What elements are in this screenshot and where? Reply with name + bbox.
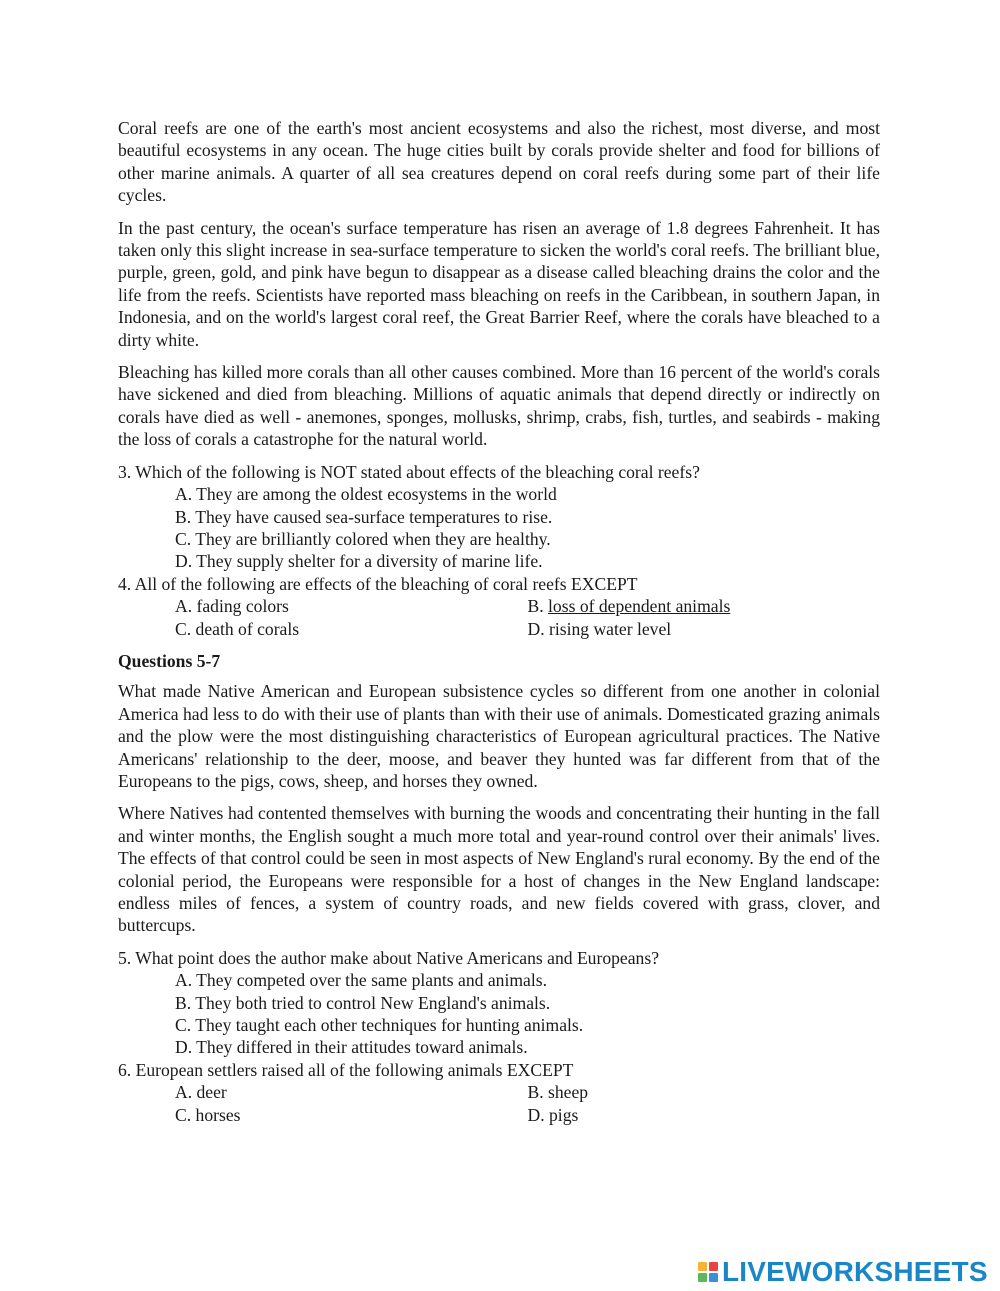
question-6-stem: 6. European settlers raised all of the following animals EXCEPT <box>118 1059 574 1080</box>
logo-square-1 <box>698 1262 707 1271</box>
question-3-option-d[interactable]: D. They supply shelter for a diversity of marine life. <box>175 551 543 572</box>
question-6-option-c[interactable]: C. horses <box>175 1104 241 1125</box>
section-heading: Questions 5-7 <box>118 650 221 671</box>
question-4-option-d[interactable]: D. rising water level <box>527 618 672 639</box>
question-3-stem: 3. Which of the following is NOT stated about effects of the bleaching coral reefs? <box>118 461 700 482</box>
worksheet-page <box>118 117 880 1126</box>
logo-square-3 <box>698 1273 707 1282</box>
question-6 <box>118 1059 880 1126</box>
liveworksheets-logo-icon <box>698 1262 718 1282</box>
question-3-option-a[interactable]: A. They are among the oldest ecosystems in the world <box>175 484 557 505</box>
liveworksheets-logo <box>698 1257 988 1287</box>
question-6-option-d[interactable]: D. pigs <box>527 1104 579 1125</box>
question-4 <box>118 573 880 640</box>
question-5-stem: 5. What point does the author make about Native Americans and Europeans? <box>118 947 660 968</box>
question-4-option-b-text: loss of dependent animals <box>548 596 731 617</box>
question-6-option-a[interactable]: A. deer <box>175 1082 227 1103</box>
logo-square-4 <box>709 1273 718 1282</box>
question-4-row-2 <box>175 618 880 640</box>
question-5-option-c[interactable]: C. They taught each other techniques for hunting animals. <box>175 1015 584 1036</box>
passage1-paragraph-2: In the past century, the ocean's surface temperature has risen an average of 1.8 degrees Fahrenheit. It has taken only this slight increase in sea-surface temperature to sicken the world's coral reefs. The brilliant blue, purple, green, gold, and pink have begun to disappear as a disease called bleaching drains the color and the life from the reefs. Scientists have reported mass bleaching on reefs in the Caribbean, in southern Japan, in Indonesia, and on the world's largest coral reef, the Great Barrier Reef, where the corals have bleached to a dirty white. <box>118 217 880 350</box>
question-4-option-c[interactable]: C. death of corals <box>175 618 300 639</box>
question-3-option-b[interactable]: B. They have caused sea-surface temperatures to rise. <box>175 506 553 527</box>
question-6-option-b[interactable]: B. sheep <box>527 1082 589 1103</box>
question-5-option-a[interactable]: A. They competed over the same plants and animals. <box>175 970 547 991</box>
question-3 <box>118 461 880 573</box>
logo-square-2 <box>709 1262 718 1271</box>
liveworksheets-logo-text: LIVEWORKSHEETS <box>722 1256 988 1287</box>
question-6-row-1 <box>175 1081 880 1103</box>
question-5-option-b[interactable]: B. They both tried to control New England's animals. <box>175 992 551 1013</box>
question-6-row-2 <box>175 1104 880 1126</box>
question-4-option-a[interactable]: A. fading colors <box>175 596 289 617</box>
question-5 <box>118 947 880 1059</box>
question-4-option-b-letter: B. <box>527 596 549 617</box>
question-4-stem: 4. All of the following are effects of the bleaching of coral reefs EXCEPT <box>118 573 638 594</box>
passage2-paragraph-2: Where Natives had contented themselves with burning the woods and concentrating their hunting in the fall and winter months, the English sought a much more total and year-round control over their animals' lives. The effects of that control could be seen in most aspects of New England's rural economy. By the end of the colonial period, the Europeans were responsible for a host of changes in the New England landscape: endless miles of fences, a system of country roads, and new fields covered with grass, clover, and buttercups. <box>118 803 880 936</box>
question-3-option-c[interactable]: C. They are brilliantly colored when they are healthy. <box>175 528 551 549</box>
passage1-paragraph-3: Bleaching has killed more corals than all other causes combined. More than 16 percent of the world's corals have sickened and died from bleaching. Millions of aquatic animals that depend directly or indirectly on corals have died as well - anemones, sponges, mollusks, shrimp, crabs, fish, turtles, and seabirds - making the loss of corals a catastrophe for the natural world. <box>118 362 880 450</box>
question-4-row-1 <box>175 595 880 617</box>
question-5-option-d[interactable]: D. They differed in their attitudes toward animals. <box>175 1037 528 1058</box>
question-4-option-b[interactable] <box>528 595 881 617</box>
passage1-paragraph-1: Coral reefs are one of the earth's most ancient ecosystems and also the richest, most diverse, and most beautiful ecosystems in any ocean. The huge cities built by corals provide shelter and food for billions of other marine animals. A quarter of all sea creatures depend on coral reefs during some part of their life cycles. <box>118 118 880 206</box>
passage2-paragraph-1: What made Native American and European subsistence cycles so different from one another in colonial America had less to do with their use of plants than with their use of animals. Domesticated grazing animals and the plow were the most distinguishing characteristics of European agricultural practices. The Native Americans' relationship to the deer, moose, and beaver they hunted was far different from that of the Europeans to the pigs, cows, sheep, and horses they owned. <box>118 681 880 791</box>
